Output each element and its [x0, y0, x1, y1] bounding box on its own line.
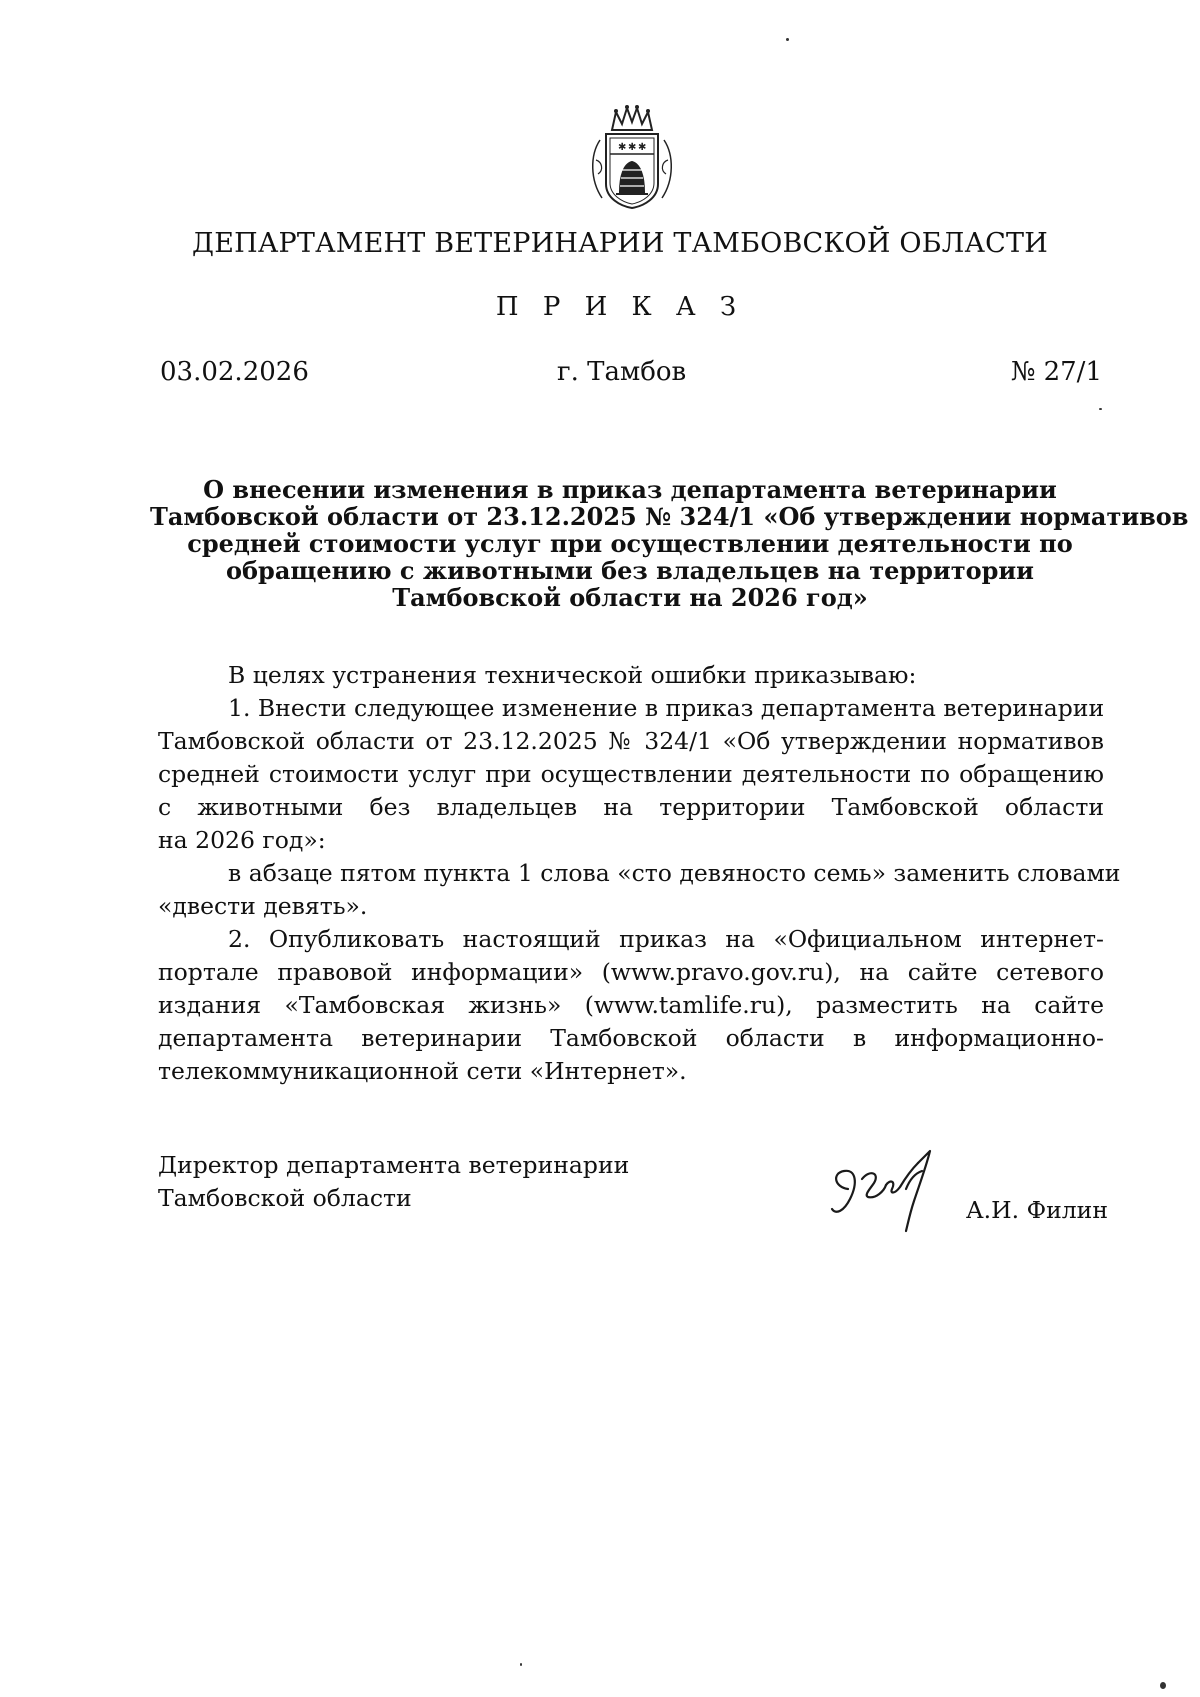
- svg-text:✱: ✱: [628, 142, 637, 153]
- body-line: «двести девять».: [158, 892, 368, 920]
- body-line: в абзаце пятом пункта 1 слова «сто девяносто семь» заменить словами: [228, 859, 1121, 887]
- body-line: на 2026 год»:: [158, 826, 326, 854]
- scan-speck: [1099, 408, 1102, 410]
- subject-line: О внесении изменения в приказ департамента ветеринарии: [203, 475, 1057, 504]
- body-line: 1. Внести следующее изменение в приказ департамента ветеринарии: [228, 694, 1105, 722]
- department-name: ДЕПАРТАМЕНТ ВЕТЕРИНАРИИ ТАМБОВСКОЙ ОБЛАСТИ: [192, 228, 1048, 259]
- signatory-position-line: Тамбовской области: [158, 1184, 412, 1212]
- document-number: № 27/1: [1010, 357, 1102, 387]
- body-line: с животными без владельцев на территории Тамбовской области: [158, 793, 1104, 821]
- body-line: издания «Тамбовская жизнь» (www.tamlife.ru), разместить на сайте: [158, 991, 1104, 1019]
- signatory-name: А.И. Филин: [965, 1196, 1108, 1224]
- signature-block: [158, 1149, 1108, 1229]
- document-date: 03.02.2026: [160, 357, 309, 387]
- document-body: [158, 659, 1121, 1088]
- body-line: средней стоимости услуг при осуществлении деятельности по обращению: [158, 760, 1104, 788]
- subject-line: средней стоимости услуг при осуществлении деятельности по: [187, 529, 1073, 558]
- document-subject: [150, 475, 1189, 612]
- body-line: 2. Опубликовать настоящий приказ на «Официальном интернет-: [228, 925, 1104, 953]
- svg-text:✱: ✱: [638, 142, 647, 153]
- subject-line: Тамбовской области на 2026 год»: [392, 583, 868, 612]
- document-type-title: П Р И К А З: [495, 292, 745, 322]
- body-line: В целях устранения технической ошибки приказываю:: [228, 661, 917, 689]
- subject-line: Тамбовской области от 23.12.2025 № 324/1 «Об утверждении нормативов: [150, 502, 1189, 531]
- document-city: г. Тамбов: [557, 357, 687, 387]
- scan-speck: [520, 1663, 522, 1666]
- body-line: портале правовой информации» (www.pravo.gov.ru), на сайте сетевого: [158, 958, 1104, 986]
- signatory-position-line: Директор департамента ветеринарии: [158, 1151, 630, 1179]
- subject-line: обращению с животными без владельцев на территории: [226, 556, 1034, 585]
- scan-speck: [1160, 1682, 1166, 1689]
- handwritten-signature: [826, 1149, 961, 1235]
- body-line: Тамбовской области от 23.12.2025 № 324/1 «Об утверждении нормативов: [158, 727, 1104, 755]
- svg-text:✱: ✱: [618, 142, 627, 153]
- body-line: департамента ветеринарии Тамбовской области в информационно-: [158, 1024, 1104, 1052]
- document-meta-row: [160, 357, 1102, 391]
- tambov-region-coat-of-arms-icon: [582, 100, 682, 212]
- scan-speck: [786, 38, 789, 41]
- body-line: телекоммуникационной сети «Интернет».: [158, 1057, 687, 1085]
